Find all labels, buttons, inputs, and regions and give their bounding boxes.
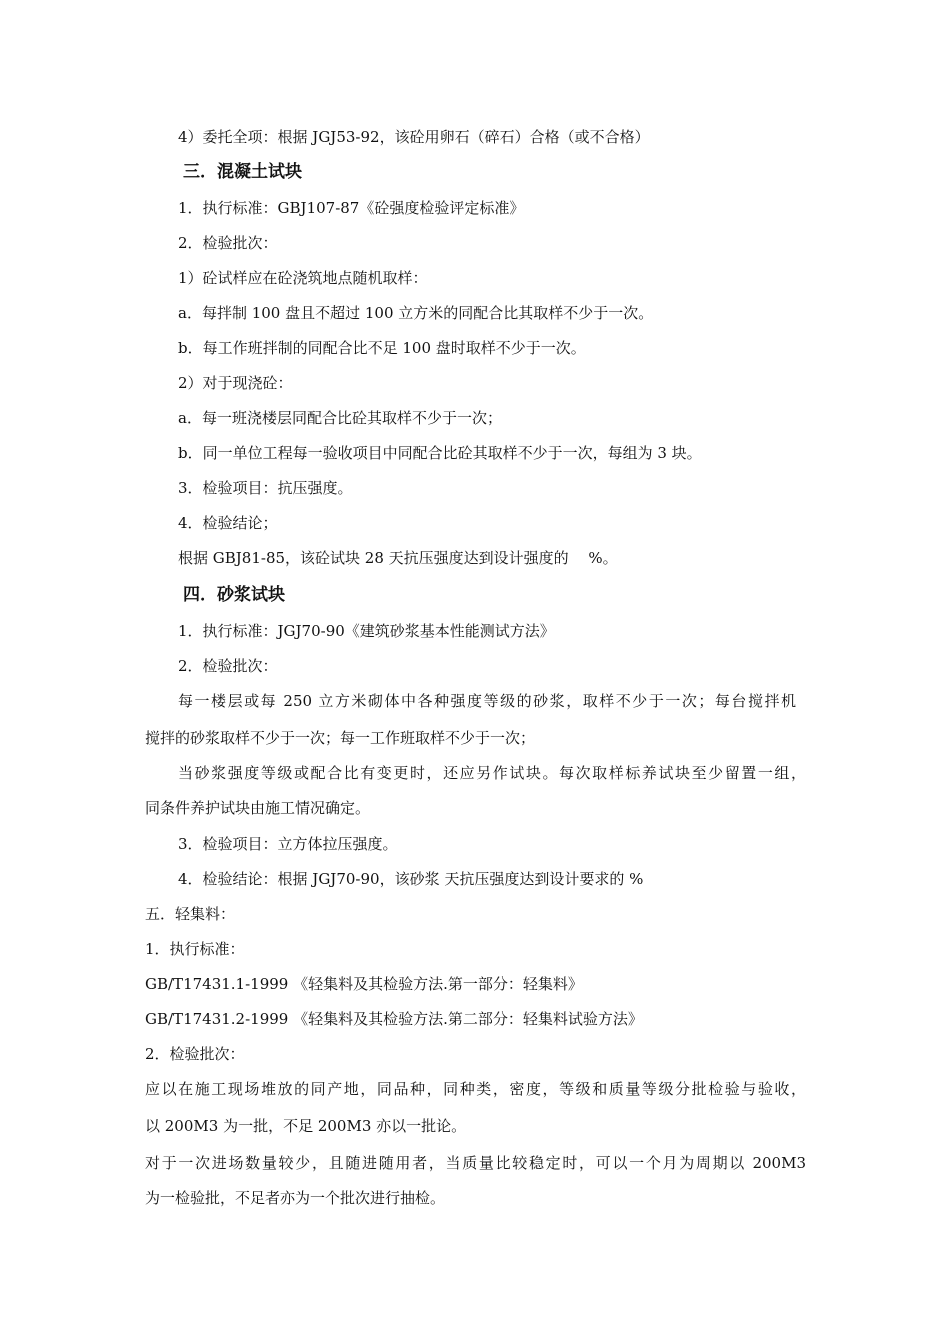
section3-rule-a: a．每拌制 100 盘且不超过 100 立方米的同配合比其取样不少于一次。 [178,304,654,322]
section3-sampling-intro: 1）砼试样应在砼浇筑地点随机取样： [178,269,428,287]
section4-batch-title: 2．检验批次： [178,657,278,675]
section4-para1-line1: 每一楼层或每 250 立方米砌体中各种强度等级的砂浆，取样不少于一次；每台搅拌机 [178,692,796,710]
section4-para2-line2: 同条件养护试块由施工情况确定。 [145,799,371,817]
section3-heading: 三．混凝土试块 [183,162,302,182]
section5-standard-2: GB/T17431.2-1999 《轻集料及其检验方法.第二部分：轻集料试验方法》 [145,1010,643,1028]
section5-para1-line1: 应以在施工现场堆放的同产地，同品种，同种类，密度，等级和质量等级分批检验与验收， [145,1080,806,1098]
section5-batch-title: 2．检验批次： [145,1045,245,1063]
section3-conclusion-text: 根据 GBJ81-85，该砼试块 28 天抗压强度达到设计强度的 %。 [178,549,618,567]
section4-para1-line2: 搅拌的砂浆取样不少于一次；每一工作班取样不少于一次； [145,729,536,747]
section3-conclusion-title: 4．检验结论； [178,514,278,532]
section3-standard-line: 1．执行标准：GBJ107-87《砼强度检验评定标准》 [178,199,525,217]
section3-cast-in-place: 2）对于现浇砼： [178,374,293,392]
section5-para2-line1: 对于一次进场数量较少，且随进随用者，当质量比较稳定时，可以一个月为周期以 200M3 [145,1154,806,1172]
section5-para1-line2: 以 200M3 为一批，不足 200M3 亦以一批论。 [145,1117,467,1135]
section3-rule-b: b．每工作班拌制的同配合比不足 100 盘时取样不少于一次。 [178,339,586,357]
section4-heading: 四．砂浆试块 [183,585,285,605]
section4-para2-line1: 当砂浆强度等级或配合比有变更时，还应另作试块。每次取样标养试块至少留置一组， [178,764,806,782]
section3-batch-title: 2．检验批次： [178,234,278,252]
section4-test-item: 3．检验项目：立方体拉压强度。 [178,835,398,853]
section3-cast-b: b．同一单位工程每一验收项目中同配合比砼其取样不少于一次，每组为 3 块。 [178,444,702,462]
section5-heading: 五．轻集料： [145,905,236,923]
section4-conclusion: 4．检验结论：根据 JGJ70-90，该砂浆 天抗压强度达到设计要求的 % [178,870,644,888]
section5-standard-1: GB/T17431.1-1999 《轻集料及其检验方法.第一部分：轻集料》 [145,975,583,993]
section5-para2-line2: 为一检验批，不足者亦为一个批次进行抽检。 [145,1189,446,1207]
section3-test-item: 3．检验项目：抗压强度。 [178,479,353,497]
item4-commission-line: 4）委托全项：根据 JGJ53-92，该砼用卵石（碎石）合格（或不合格） [178,128,650,146]
section4-standard-line: 1．执行标准：JGJ70-90《建筑砂浆基本性能测试方法》 [178,622,555,640]
section5-standard-title: 1．执行标准： [145,940,245,958]
section3-cast-a: a．每一班浇楼层同配合比砼其取样不少于一次； [178,409,502,427]
